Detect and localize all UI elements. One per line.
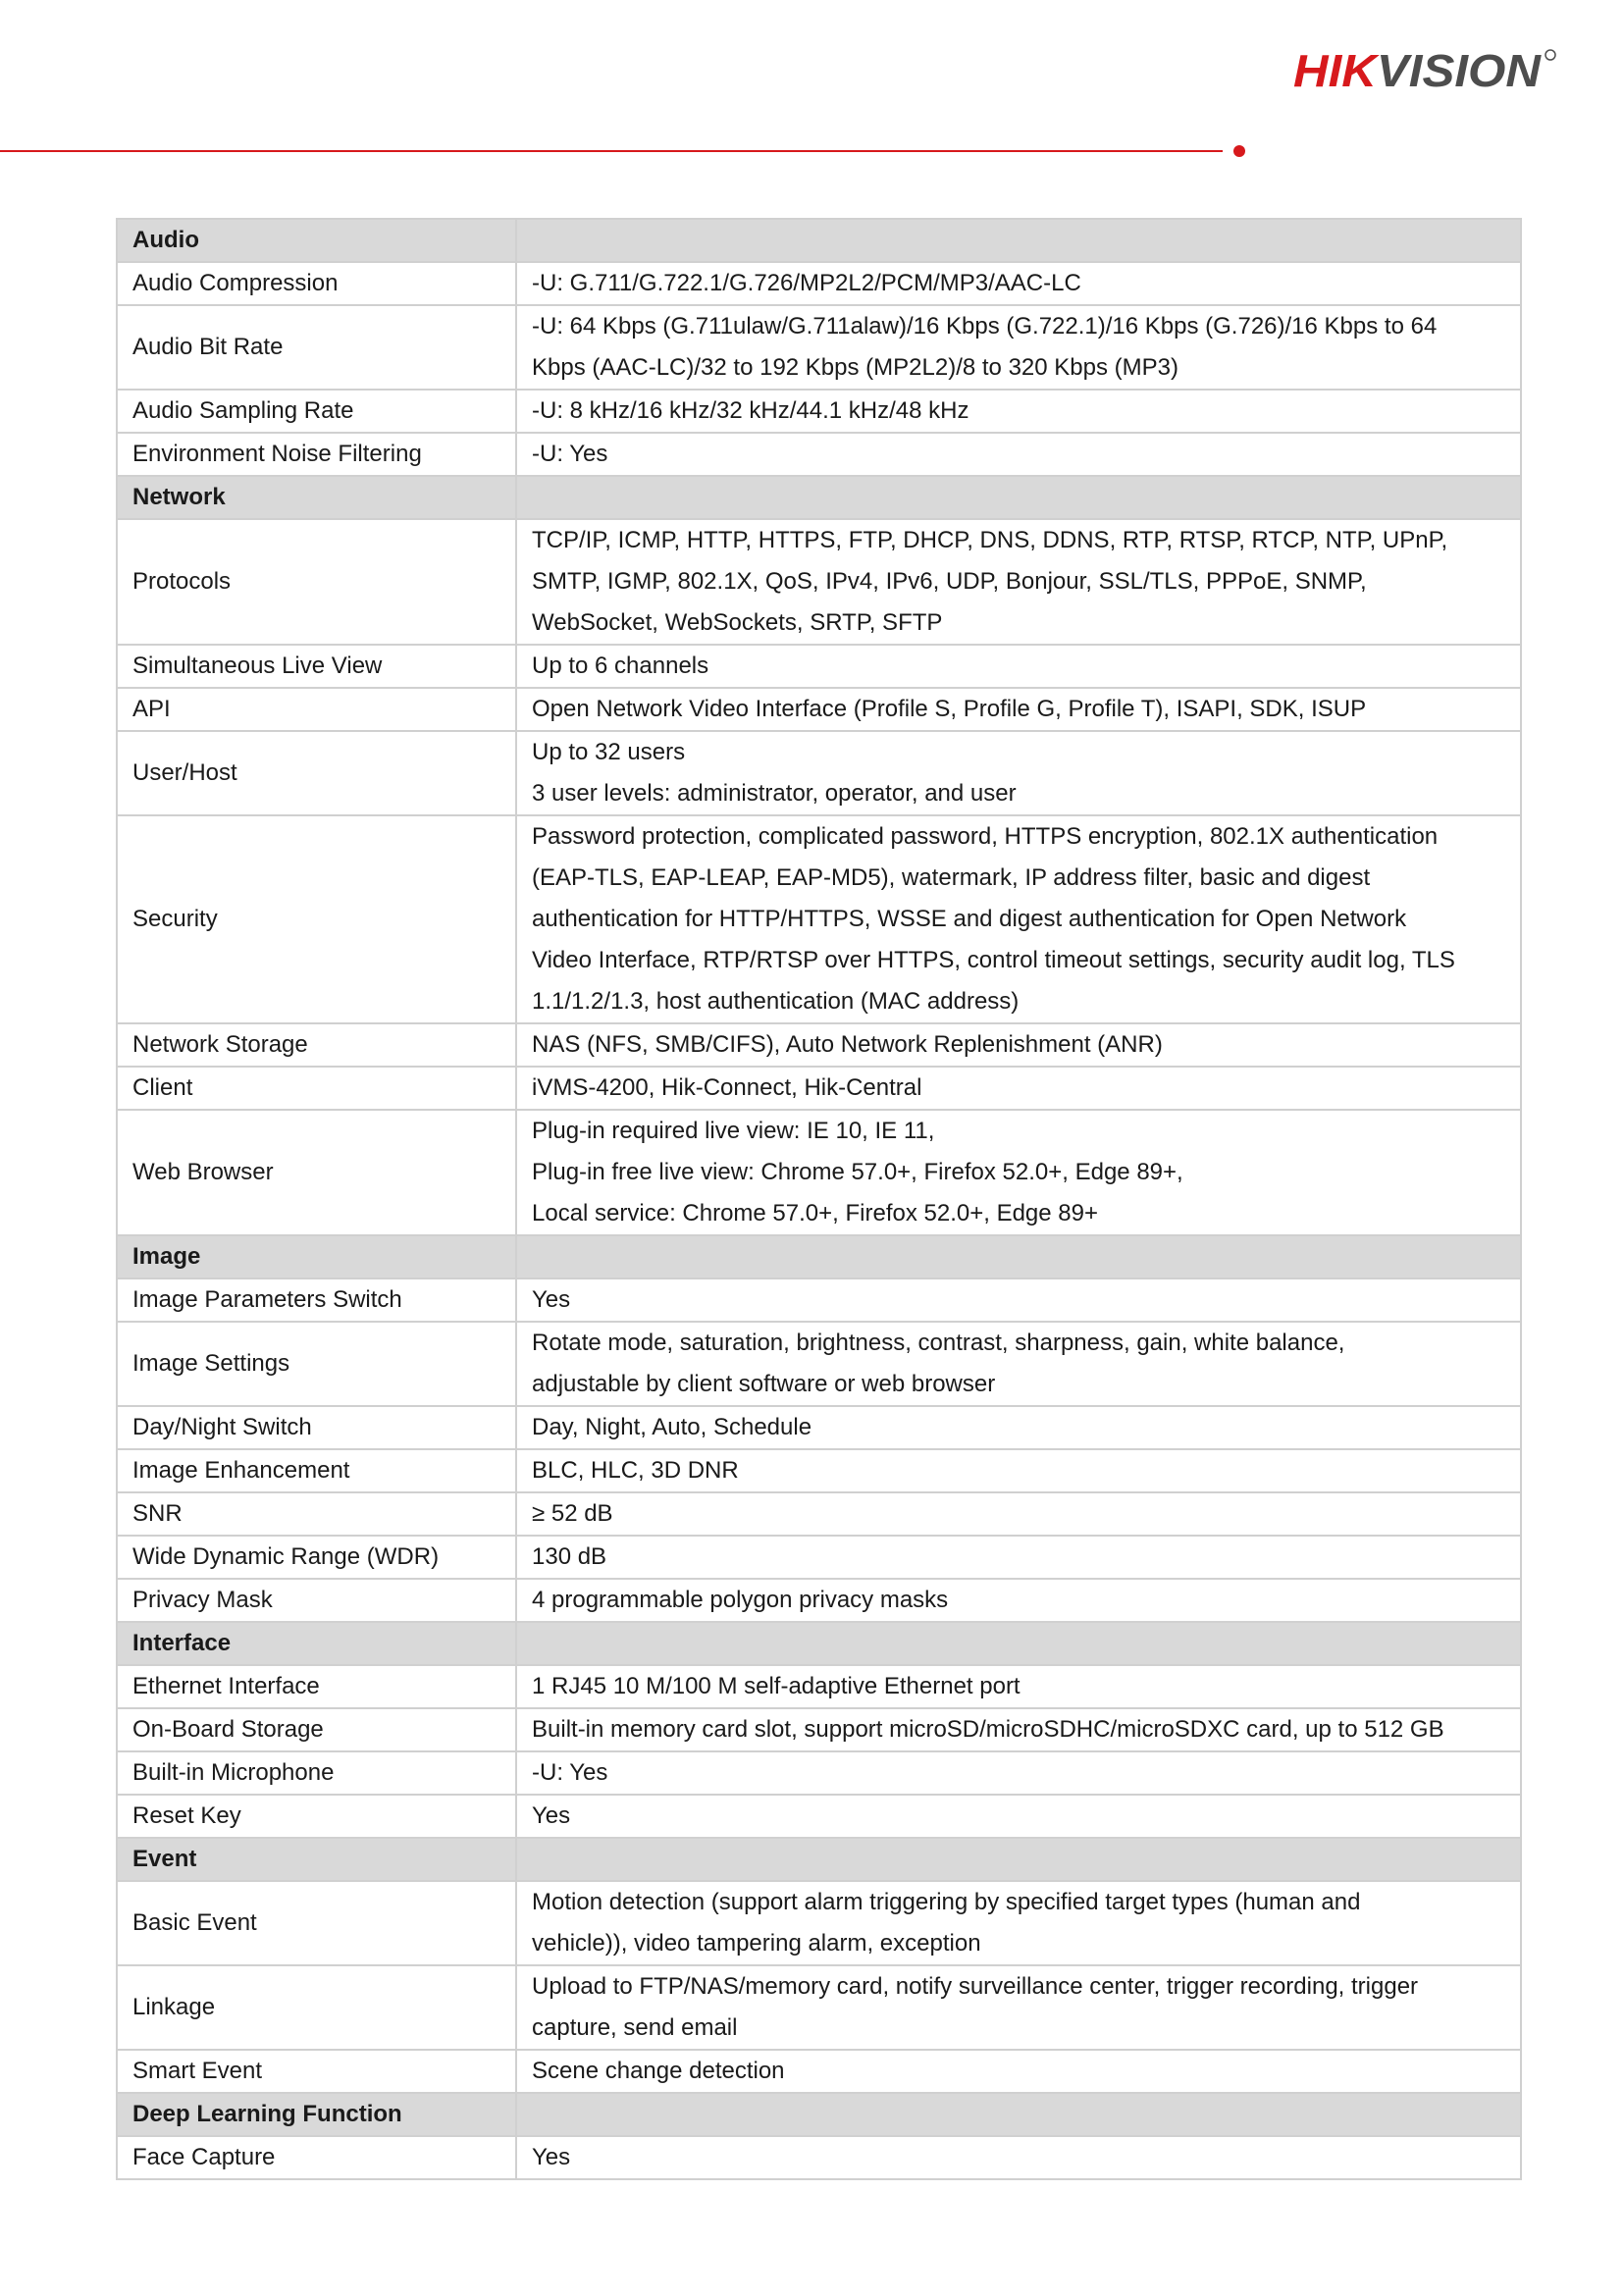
spec-row <box>117 2050 1521 2093</box>
section-header-filler <box>516 2093 1521 2136</box>
spec-value-line: (EAP-TLS, EAP-LEAP, EAP-MD5), watermark, IP address filter, basic and digest <box>532 864 1371 891</box>
spec-value-line: capture, send email <box>532 2014 738 2041</box>
spec-row <box>117 645 1521 688</box>
spec-label: Image Parameters Switch <box>117 1278 516 1322</box>
spec-row <box>117 433 1521 476</box>
spec-value-line: TCP/IP, ICMP, HTTP, HTTPS, FTP, DHCP, DNS, DDNS, RTP, RTSP, RTCP, NTP, UPnP, <box>532 527 1448 553</box>
section-title: Image <box>117 1235 516 1278</box>
spec-value <box>516 688 1521 731</box>
spec-label: User/Host <box>117 731 516 815</box>
spec-value <box>516 1322 1521 1406</box>
spec-row <box>117 305 1521 390</box>
spec-value <box>516 390 1521 433</box>
header-rule-dot <box>1233 145 1245 157</box>
spec-value-line: Kbps (AAC-LC)/32 to 192 Kbps (MP2L2)/8 to 320 Kbps (MP3) <box>532 354 1178 381</box>
spec-label: Web Browser <box>117 1110 516 1235</box>
header-rule <box>0 150 1223 152</box>
spec-label: Ethernet Interface <box>117 1665 516 1708</box>
spec-value-line: WebSocket, WebSockets, SRTP, SFTP <box>532 609 943 636</box>
spec-row <box>117 688 1521 731</box>
spec-value <box>516 1751 1521 1795</box>
spec-row <box>117 262 1521 305</box>
spec-row <box>117 731 1521 815</box>
spec-label: Reset Key <box>117 1795 516 1838</box>
spec-value <box>516 645 1521 688</box>
spec-label: Client <box>117 1067 516 1110</box>
svg-text:HIKVISION <box>1293 45 1542 94</box>
spec-value <box>516 815 1521 1023</box>
section-title: Event <box>117 1838 516 1881</box>
section-header-filler <box>516 1838 1521 1881</box>
spec-row <box>117 1492 1521 1536</box>
spec-row <box>117 1965 1521 2050</box>
spec-value <box>516 2136 1521 2179</box>
spec-value-line: Upload to FTP/NAS/memory card, notify surveillance center, trigger recording, trigger <box>532 1973 1419 2000</box>
section-header-row <box>117 1235 1521 1278</box>
section-title: Audio <box>117 219 516 262</box>
section-header-row <box>117 219 1521 262</box>
spec-row <box>117 1278 1521 1322</box>
spec-value <box>516 1795 1521 1838</box>
spec-value <box>516 1492 1521 1536</box>
registered-mark-icon <box>1545 50 1555 60</box>
spec-value-line: vehicle)), video tampering alarm, exception <box>532 1930 981 1957</box>
spec-value <box>516 1708 1521 1751</box>
spec-row <box>117 2136 1521 2179</box>
spec-row <box>117 1795 1521 1838</box>
spec-row <box>117 1708 1521 1751</box>
spec-row <box>117 1579 1521 1622</box>
specification-table <box>116 218 1522 2180</box>
spec-row <box>117 1536 1521 1579</box>
hikvision-logo <box>1293 45 1558 94</box>
spec-label: Audio Compression <box>117 262 516 305</box>
spec-value-line: Up to 6 channels <box>532 652 709 679</box>
spec-label: Audio Sampling Rate <box>117 390 516 433</box>
spec-label: SNR <box>117 1492 516 1536</box>
spec-value <box>516 262 1521 305</box>
spec-value-line: iVMS-4200, Hik-Connect, Hik-Central <box>532 1074 922 1101</box>
spec-value-line: 1 RJ45 10 M/100 M self-adaptive Ethernet port <box>532 1673 1021 1699</box>
spec-value-line: Plug-in free live view: Chrome 57.0+, Firefox 52.0+, Edge 89+, <box>532 1159 1183 1185</box>
section-header-filler <box>516 1622 1521 1665</box>
spec-label: Smart Event <box>117 2050 516 2093</box>
section-header-row <box>117 476 1521 519</box>
spec-value-line: Open Network Video Interface (Profile S, Profile G, Profile T), ISAPI, SDK, ISUP <box>532 696 1367 722</box>
spec-value-line: Scene change detection <box>532 2058 785 2084</box>
spec-value <box>516 305 1521 390</box>
spec-row <box>117 815 1521 1023</box>
spec-label: Security <box>117 815 516 1023</box>
section-title: Network <box>117 476 516 519</box>
spec-row <box>117 1067 1521 1110</box>
spec-value-line: Video Interface, RTP/RTSP over HTTPS, control timeout settings, security audit log, TLS <box>532 947 1455 973</box>
spec-value <box>516 1449 1521 1492</box>
section-header-filler <box>516 476 1521 519</box>
spec-value <box>516 1881 1521 1965</box>
spec-value-line: 130 dB <box>532 1543 607 1570</box>
spec-label: Wide Dynamic Range (WDR) <box>117 1536 516 1579</box>
spec-value <box>516 519 1521 645</box>
spec-value-line: Rotate mode, saturation, brightness, contrast, sharpness, gain, white balance, <box>532 1330 1345 1356</box>
spec-row <box>117 1110 1521 1235</box>
spec-label: Environment Noise Filtering <box>117 433 516 476</box>
spec-value-line: -U: G.711/G.722.1/G.726/MP2L2/PCM/MP3/AAC-LC <box>532 270 1081 296</box>
spec-row <box>117 1665 1521 1708</box>
spec-value-line: -U: 8 kHz/16 kHz/32 kHz/44.1 kHz/48 kHz <box>532 397 969 424</box>
spec-value <box>516 1665 1521 1708</box>
spec-value-line: -U: 64 Kbps (G.711ulaw/G.711alaw)/16 Kbps (G.722.1)/16 Kbps (G.726)/16 Kbps to 64 <box>532 313 1438 339</box>
section-header-row <box>117 2093 1521 2136</box>
spec-label: Day/Night Switch <box>117 1406 516 1449</box>
spec-row <box>117 1023 1521 1067</box>
spec-value-line: BLC, HLC, 3D DNR <box>532 1457 739 1484</box>
spec-value <box>516 1023 1521 1067</box>
spec-value <box>516 2050 1521 2093</box>
section-header-row <box>117 1838 1521 1881</box>
spec-label: Protocols <box>117 519 516 645</box>
spec-label: On-Board Storage <box>117 1708 516 1751</box>
spec-row <box>117 1449 1521 1492</box>
section-title: Interface <box>117 1622 516 1665</box>
spec-value-line: Day, Night, Auto, Schedule <box>532 1414 812 1440</box>
spec-value-line: -U: Yes <box>532 1759 608 1786</box>
spec-value-line: Password protection, complicated password, HTTPS encryption, 802.1X authentication <box>532 823 1439 850</box>
spec-label: Linkage <box>117 1965 516 2050</box>
spec-value-line: 4 programmable polygon privacy masks <box>532 1587 949 1613</box>
spec-row <box>117 1881 1521 1965</box>
spec-row <box>117 1322 1521 1406</box>
spec-row <box>117 390 1521 433</box>
spec-label: Privacy Mask <box>117 1579 516 1622</box>
spec-value <box>516 433 1521 476</box>
spec-row <box>117 1751 1521 1795</box>
spec-value-line: Local service: Chrome 57.0+, Firefox 52.0+, Edge 89+ <box>532 1200 1098 1226</box>
section-header-row <box>117 1622 1521 1665</box>
spec-value-line: adjustable by client software or web browser <box>532 1371 996 1397</box>
spec-value-line: 1.1/1.2/1.3, host authentication (MAC address) <box>532 988 1020 1015</box>
spec-label: Audio Bit Rate <box>117 305 516 390</box>
spec-label: Image Settings <box>117 1322 516 1406</box>
section-header-filler <box>516 219 1521 262</box>
spec-value-line: Yes <box>532 2144 571 2170</box>
spec-label: Network Storage <box>117 1023 516 1067</box>
spec-value-line: Motion detection (support alarm triggering by specified target types (human and <box>532 1889 1361 1915</box>
logo-wordmark <box>1293 45 1558 94</box>
spec-value-line: authentication for HTTP/HTTPS, WSSE and digest authentication for Open Network <box>532 906 1407 932</box>
spec-value-line: Yes <box>532 1802 571 1829</box>
section-title: Deep Learning Function <box>117 2093 516 2136</box>
spec-value <box>516 1110 1521 1235</box>
spec-value-line: Built-in memory card slot, support microSD/microSDHC/microSDXC card, up to 512 GB <box>532 1716 1444 1743</box>
spec-value-line: Yes <box>532 1286 571 1313</box>
logo-hik: HIK <box>1293 45 1372 94</box>
spec-value <box>516 1965 1521 2050</box>
specification-body <box>117 219 1521 2179</box>
spec-label: API <box>117 688 516 731</box>
spec-value <box>516 1406 1521 1449</box>
spec-row <box>117 519 1521 645</box>
spec-label: Simultaneous Live View <box>117 645 516 688</box>
spec-row <box>117 1406 1521 1449</box>
spec-value-line: SMTP, IGMP, 802.1X, QoS, IPv4, IPv6, UDP, Bonjour, SSL/TLS, PPPoE, SNMP, <box>532 568 1367 595</box>
spec-label: Image Enhancement <box>117 1449 516 1492</box>
spec-value <box>516 1067 1521 1110</box>
spec-value-line: -U: Yes <box>532 441 608 467</box>
spec-value-line: Up to 32 users <box>532 739 686 765</box>
spec-value <box>516 1579 1521 1622</box>
logo-vision: VISION <box>1376 45 1530 94</box>
spec-label: Built-in Microphone <box>117 1751 516 1795</box>
section-header-filler <box>516 1235 1521 1278</box>
spec-label: Face Capture <box>117 2136 516 2179</box>
spec-label: Basic Event <box>117 1881 516 1965</box>
spec-value-line: ≥ 52 dB <box>532 1500 613 1527</box>
spec-value <box>516 1536 1521 1579</box>
spec-value-line: Plug-in required live view: IE 10, IE 11, <box>532 1118 935 1144</box>
spec-value <box>516 731 1521 815</box>
spec-value-line: 3 user levels: administrator, operator, and user <box>532 780 1017 807</box>
spec-value-line: NAS (NFS, SMB/CIFS), Auto Network Replenishment (ANR) <box>532 1031 1163 1058</box>
spec-value <box>516 1278 1521 1322</box>
